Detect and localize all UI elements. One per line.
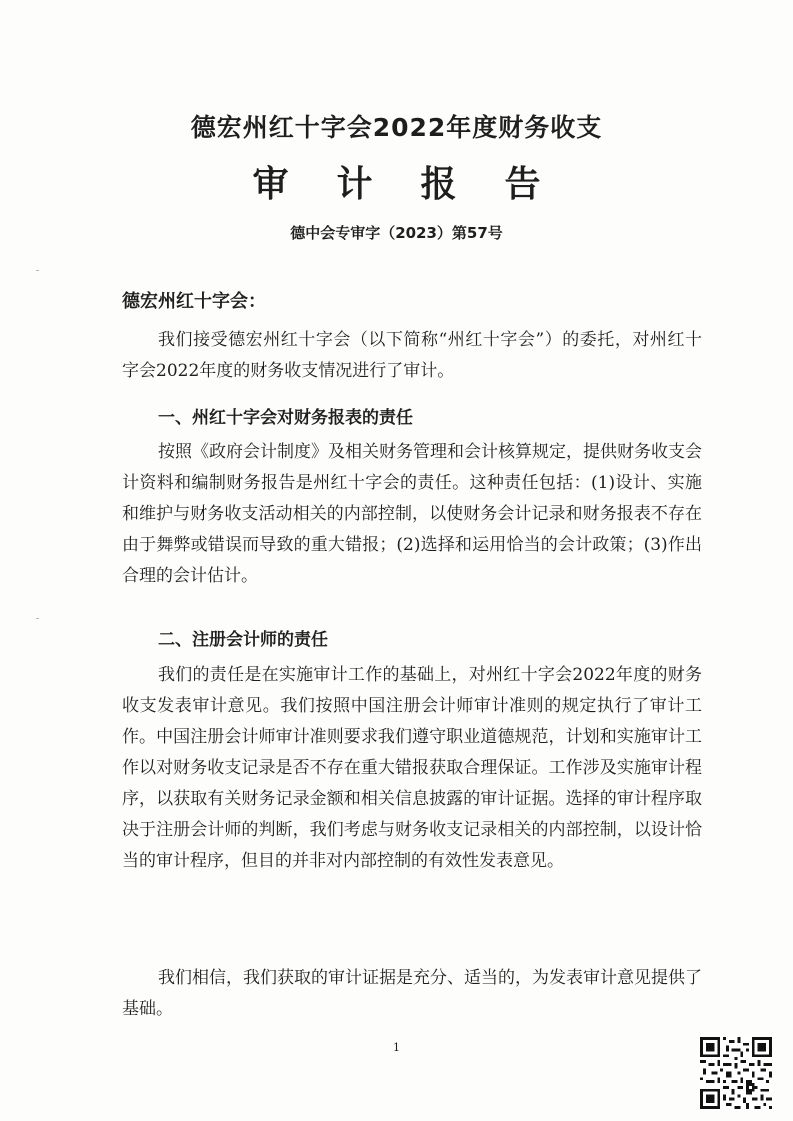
qr-code-icon — [700, 1037, 772, 1109]
salutation: 德宏州红十字会： — [122, 291, 266, 312]
document-title: 德宏州红十字会2022年度财务收支 — [190, 113, 603, 142]
scan-mark — [36, 618, 39, 619]
document-number: 德中会专审字（2023）第57号 — [290, 224, 503, 242]
scan-mark — [36, 270, 39, 271]
section-heading-2: 二、注册会计师的责任 — [158, 630, 328, 650]
paragraph-intro: 我们接受德宏州红十字会（以下简称“州红十字会”）的委托，对州红十字会2022年度的财务收支情况进行了审计。 — [122, 330, 702, 381]
page-number: 1 — [393, 1041, 400, 1054]
paragraph-auditor-responsibility: 我们的责任是在实施审计工作的基础上，对州红十字会2022年度的财务收支发表审计意见。我们按照中国注册会计师审计准则的规定执行了审计工作。中国注册会计师审计准则要求我们遵守职业道德规范，计划和实施审计工作以对财务收支记录是否不存在重大错报获取合理保证。工作涉及实施审计程序，以获取有关财务记录金额和相关信息披露的审计证据。选择的审计程序取决于注册会计师的判断，我们考虑与财务收支记录相关的内部控制，以设计恰当的审计程序，但目的并非对内部控制的有效性发表意见。 — [122, 665, 702, 871]
paragraph-basis: 我们相信，我们获取的审计证据是充分、适当的，为发表审计意见提供了基础。 — [122, 968, 702, 1019]
section-heading-1: 一、州红十字会对财务报表的责任 — [158, 408, 413, 428]
document-subtitle: 审计报告 — [252, 164, 589, 205]
paragraph-responsibility: 按照《政府会计制度》及相关财务管理和会计核算规定，提供财务收支会计资料和编制财务报告是州红十字会的责任。这种责任包括：(1)设计、实施和维护与财务收支活动相关的内部控制，以使财务会计记录和财务报表不存在由于舞弊或错误而导致的重大错报；(2)选择和运用恰当的会计政策；(3)作出合理的会计估计。 — [122, 442, 702, 586]
